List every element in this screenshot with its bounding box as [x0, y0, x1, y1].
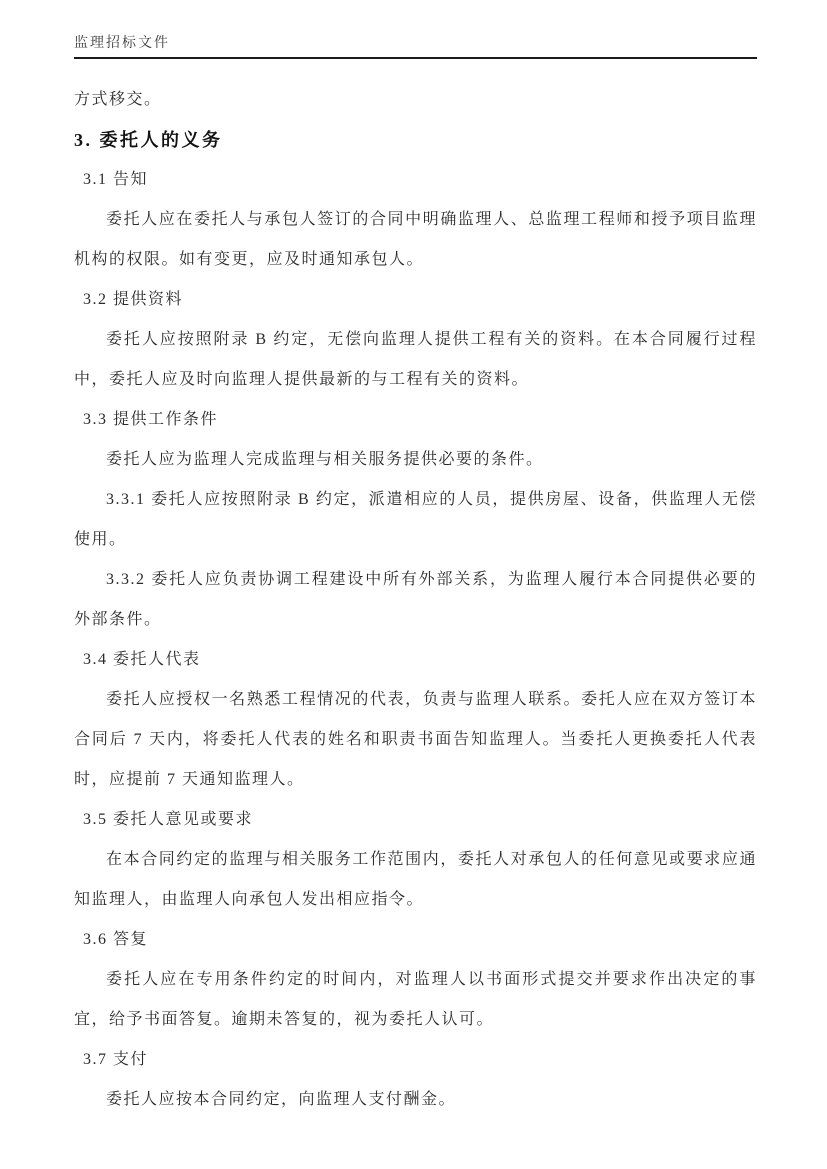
- document-body: [74, 80, 757, 1120]
- subsection-heading-3-3: 3.3 提供工作条件: [83, 411, 219, 428]
- paragraph-3-3: 委托人应为监理人完成监理与相关服务提供必要的条件。: [106, 451, 544, 468]
- subsection-heading-3-4: 3.4 委托人代表: [83, 651, 201, 668]
- paragraph-3-7: 委托人应按本合同约定，向监理人支付酬金。: [106, 1091, 457, 1108]
- header-rule: [74, 57, 757, 59]
- subsection-heading-3-2: 3.2 提供资料: [83, 291, 184, 308]
- subsection-heading-3-7: 3.7 支付: [83, 1051, 149, 1068]
- paragraph-3-1: 委托人应在委托人与承包人签订的合同中明确监理人、总监理工程师和授予项目监理机构的权限。如有变更，应及时通知承包人。: [74, 211, 757, 268]
- paragraph-3-4: 委托人应授权一名熟悉工程情况的代表，负责与监理人联系。委托人应在双方签订本合同后 7 天内，将委托人代表的姓名和职责书面告知监理人。当委托人更换委托人代表时，应提前 7 天通知监理人。: [74, 691, 757, 788]
- header-title: 监理招标文件: [74, 36, 170, 51]
- section-heading-3: 3. 委托人的义务: [74, 130, 223, 150]
- paragraph-continuation: 方式移交。: [74, 91, 162, 108]
- subsection-heading-3-1: 3.1 告知: [83, 171, 149, 188]
- paragraph-3-3-2: 3.3.2 委托人应负责协调工程建设中所有外部关系，为监理人履行本合同提供必要的外部条件。: [74, 571, 757, 628]
- subsection-heading-3-6: 3.6 答复: [83, 931, 149, 948]
- paragraph-3-3-1: 3.3.1 委托人应按照附录 B 约定，派遣相应的人员，提供房屋、设备，供监理人无偿使用。: [74, 491, 757, 548]
- page-header: [74, 36, 757, 59]
- paragraph-3-6: 委托人应在专用条件约定的时间内，对监理人以书面形式提交并要求作出决定的事宜，给予书面答复。逾期未答复的，视为委托人认可。: [74, 971, 757, 1028]
- paragraph-3-5: 在本合同约定的监理与相关服务工作范围内，委托人对承包人的任何意见或要求应通知监理人，由监理人向承包人发出相应指令。: [74, 851, 757, 908]
- paragraph-3-2: 委托人应按照附录 B 约定，无偿向监理人提供工程有关的资料。在本合同履行过程中，委托人应及时向监理人提供最新的与工程有关的资料。: [74, 331, 757, 388]
- subsection-heading-3-5: 3.5 委托人意见或要求: [83, 811, 254, 828]
